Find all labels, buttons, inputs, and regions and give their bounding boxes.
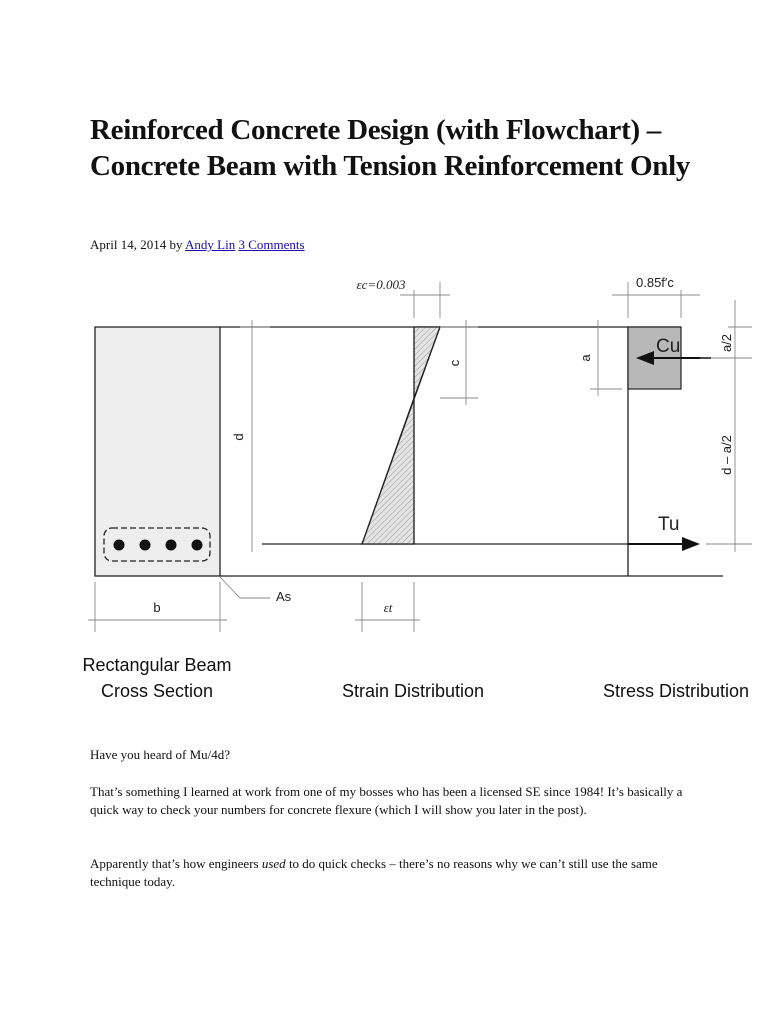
article-title: Reinforced Concrete Design (with Flowchart) – Concrete Beam with Tension Reinforcement Only (90, 114, 691, 182)
rebar-2 (140, 540, 151, 551)
strain-diagram (362, 327, 440, 544)
rebar-1 (114, 540, 125, 551)
label-tu: Tu (658, 514, 680, 535)
paragraph-3 (90, 855, 690, 891)
comments-link[interactable]: 3 Comments (238, 237, 305, 252)
caption-cross-section: Rectangular Beam Cross Section (82, 655, 232, 701)
post-meta (90, 236, 305, 254)
paragraph-3-emphasis: used (261, 856, 286, 871)
paragraph-3-part-b: to do quick checks – there’s no reasons why we can’t still use the same technique today. (90, 856, 658, 889)
label-eps-c: εc=0.003 (356, 277, 406, 292)
label-a-half: a/2 (719, 333, 734, 353)
label-b: b (153, 600, 161, 615)
rebar-4 (192, 540, 203, 551)
paragraph-2: That’s something I learned at work from one of my bosses who has been a licensed SE since 1984! It’s basically a quick way to check your numbers for concrete flexure (which I will show you later in the post). (90, 784, 683, 817)
label-eps-t: εt (383, 600, 393, 615)
author-link[interactable]: Andy Lin (185, 237, 236, 252)
post-by: by (169, 237, 183, 252)
paragraph-3-part-a: Apparently that’s how engineers (90, 856, 262, 871)
caption-strain: Strain Distribution (341, 681, 485, 701)
label-d-minus-a-half: d – a/2 (719, 435, 734, 475)
paragraph-1: Have you heard of Mu/4d? (90, 747, 231, 762)
label-c: c (447, 359, 462, 367)
rebar-3 (166, 540, 177, 551)
label-cu: Cu (656, 336, 681, 357)
label-as: As (276, 589, 292, 604)
post-date: April 14, 2014 (90, 237, 167, 252)
cross-section-rect (95, 327, 220, 576)
caption-stress: Stress Distribution (602, 681, 750, 701)
label-a: a (578, 354, 593, 362)
label-085fc: 0.85f′c (636, 275, 674, 290)
label-d: d (231, 433, 246, 441)
